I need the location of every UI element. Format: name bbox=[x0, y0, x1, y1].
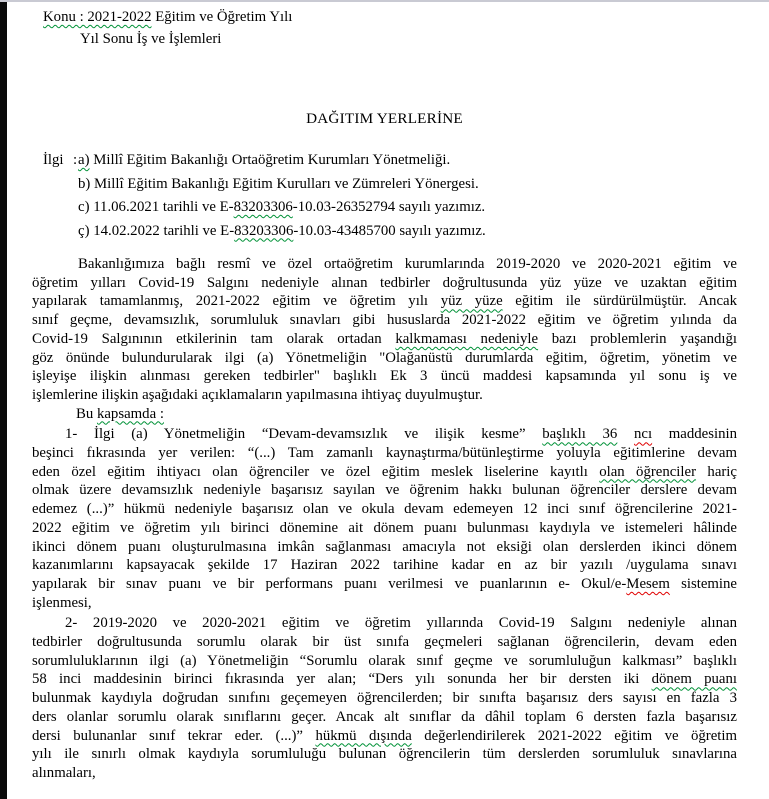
text-segment: sorumluluklarının ilgi (a) Yönetmeliğin “Sorumlu olarak sınıf geçme ve sorumluluğun kalkması” başlıklı bbox=[32, 652, 737, 669]
text-line bbox=[32, 463, 737, 482]
grammar-flagged-text: olan öğrenciler bbox=[599, 463, 697, 480]
spelling-flagged-text: ncı bbox=[634, 426, 653, 443]
text-segment: Covid-19 Salgınının etkilerinin tam olarak ortadan bbox=[32, 330, 396, 347]
text-line bbox=[32, 405, 737, 424]
text-segment: edemez (...)” hükmü nedeniyle başarısız olan ve okula devam edemeyen 12 inci sınıf öğrencilerine 2021- bbox=[32, 501, 737, 518]
text-segment: bazı problemlerin yaşandığı bbox=[538, 330, 737, 347]
text-line bbox=[32, 367, 737, 386]
text-segment: değerlendirilerek 2021-2022 eğitim ve öğretim bbox=[411, 727, 738, 744]
grammar-flagged-text: 83203306 bbox=[233, 199, 293, 215]
text-line bbox=[32, 689, 737, 708]
text-segment bbox=[617, 426, 634, 442]
subject-block bbox=[32, 7, 737, 50]
subject-line-2 bbox=[32, 29, 737, 51]
text-segment: yapılarak bir sınav puanı ve bir performans puanı verilmesi ve puanlarının e- Okul/e- bbox=[32, 575, 627, 592]
text-line bbox=[32, 727, 737, 746]
text-segment: dersi bulunanlar sınıf tekrar eder. (...)” bbox=[32, 727, 316, 744]
ilgi-item bbox=[78, 149, 737, 173]
text-line bbox=[32, 556, 737, 575]
text-segment: ç) 14.02.2022 tarihli ve E- bbox=[78, 222, 235, 239]
text-line bbox=[32, 274, 737, 293]
text-segment: yapılarak tamamlanmış, 2021-2022 eğitim ve öğretim yılı bbox=[32, 293, 441, 310]
text-line bbox=[32, 764, 737, 783]
text-segment: bulunmak kaydıyla doğrudan sınıfını geçemeyen öğrencilerden; bir sınıfta başarısız ders sayısı en fazla 3 bbox=[32, 690, 737, 707]
text-segment: kazanımlarını kapsayacak şekilde 17 Haziran 2022 tarihine kadar en az bir yazılı /uygulama sınavı bbox=[32, 557, 737, 574]
ilgi-item bbox=[78, 173, 737, 197]
text-line bbox=[32, 670, 737, 689]
text-segment: Millî Eğitim Bakanlığı Ortaöğretim Kurumları Yönetmeliği. bbox=[89, 152, 451, 168]
text-line bbox=[32, 614, 737, 633]
text-line bbox=[32, 575, 737, 594]
grammar-flagged-text: kapsamda : bbox=[96, 405, 164, 422]
text-line bbox=[32, 519, 737, 538]
text-segment: -10.03-26352794 sayılı yazımız. bbox=[292, 199, 486, 215]
text-segment: 1- İlgi (a) Yönetmeliğin “Devam-devamsızlık ve ilişik kesme” bbox=[65, 426, 543, 443]
paragraph-bu-kapsamda bbox=[32, 405, 737, 424]
text-segment: hariç bbox=[696, 463, 737, 480]
text-line bbox=[32, 594, 737, 613]
text-segment: alınmaları, bbox=[32, 764, 96, 781]
text-segment: sınıf geçme, devamsızlık, sorumluluk sınavları gibi hususlarda 2021-2022 eğitim ve öğretim yılında da bbox=[32, 312, 737, 329]
text-segment: tedbirler doğrultusunda sorumlu olarak bir üst sınıfa geçmeleri sağlanan öğrencilerin, devam eden bbox=[32, 634, 737, 651]
grammar-flagged-text: 83203306 bbox=[234, 222, 294, 239]
text-line bbox=[32, 745, 737, 764]
ilgi-item bbox=[78, 196, 737, 220]
distribution-title: DAĞITIM YERLERİNE bbox=[306, 110, 463, 127]
grammar-flagged-text: başlıklı 36 bbox=[542, 426, 618, 443]
text-segment: eğitim ile sürdürülmüştür. Ancak bbox=[502, 293, 737, 310]
text-line bbox=[32, 349, 737, 368]
grammar-flagged-text: kalkmaması nedeniyle bbox=[395, 330, 539, 347]
text-segment: ikinci dönem puanı oluşturulmasına imkân sağlanması amacıyla not eksiği olan derslerden ikinci dönem bbox=[32, 538, 737, 555]
ilgi-items bbox=[32, 149, 737, 243]
text-line bbox=[32, 386, 737, 405]
text-line bbox=[32, 652, 737, 671]
text-segment: Yıl Sonu İş ve İşlemleri bbox=[80, 30, 222, 47]
text-line bbox=[32, 500, 737, 519]
paragraph-item-1 bbox=[32, 425, 737, 612]
grammar-flagged-text: a) bbox=[78, 152, 90, 168]
paragraph-intro bbox=[32, 255, 737, 405]
text-segment: öğretim yılları Covid-19 Salgını nedeniyle alınan tedbirler doğrultusunda yüz yüze ve uzaktan eğitim bbox=[32, 274, 737, 291]
text-segment: yılı ile sınırlı olmak kaydıyla sorumluluğu bulunan öğrencilerin tüm derslerden sorumluluk sınavlarına bbox=[32, 746, 737, 763]
text-line bbox=[32, 330, 737, 349]
text-segment: Bakanlığımıza bağlı resmî ve özel ortaöğretim kurumlarında 2019-2020 ve 2020-2021 eğitim ve bbox=[78, 256, 737, 272]
left-edge-bar bbox=[0, 0, 7, 799]
text-segment: 2- 2019-2020 ve 2020-2021 eğitim ve öğretim yıllarında Covid-19 Salgını nedeniyle alınan bbox=[65, 615, 737, 632]
text-segment: Eğitim ve Öğretim Yılı bbox=[151, 9, 293, 25]
text-line bbox=[32, 633, 737, 652]
text-segment: beşinci fıkrasında yer verilen: “(...) Tam zamanlı kaynaştırma/bütünleştirme yoluyla eğitimlerine devam bbox=[32, 445, 737, 462]
grammar-flagged-text: dönem puanı bbox=[651, 671, 737, 688]
text-segment: c) 11.06.2021 tarihli ve E- bbox=[78, 199, 234, 215]
text-segment: b) Millî Eğitim Bakanlığı Eğitim Kurulları ve Zümreleri Yönergesi. bbox=[78, 175, 479, 192]
text-line bbox=[32, 311, 737, 330]
text-line bbox=[32, 481, 737, 500]
grammar-flagged-text: yüz yüze bbox=[440, 293, 503, 310]
text-segment: ders olanlar sorumlu olarak sınıflarını geçer. Ancak alt sınıflar da dâhil toplam 6 dersten fazla başarısız bbox=[32, 708, 737, 725]
text-segment: 2022 eğitim ve öğretim yılı birinci dönemine ait dönem puanı bulunması kaydıyla ve istemeleri hâlinde bbox=[32, 519, 737, 536]
text-line bbox=[32, 425, 737, 444]
text-line bbox=[32, 708, 737, 727]
text-segment: göz önünde bulundurularak ilgi (a) Yönetmeliğin "Olağanüstü durumlarda eğitim, öğretim, yönetim ve bbox=[32, 349, 737, 366]
ilgi-label: İlgi bbox=[43, 152, 64, 168]
text-segment: eden özel eğitim ihtiyacı olan öğrenciler ve özel eğitim meslek liselerine kayıtlı bbox=[32, 463, 600, 480]
spelling-flagged-text: Mesem bbox=[626, 575, 670, 592]
text-segment: sistemine bbox=[669, 575, 737, 592]
text-segment: olmak üzere devamsızlık nedeniyle başarısız sayılan ve öğrenim hakkı bulunan öğrenciler derslere devam bbox=[32, 482, 737, 499]
text-line bbox=[32, 255, 737, 274]
text-line bbox=[32, 292, 737, 311]
text-segment: maddesinin bbox=[652, 426, 737, 443]
document-page bbox=[32, 7, 737, 783]
text-line bbox=[32, 538, 737, 557]
text-line bbox=[32, 444, 737, 463]
grammar-flagged-text: hükmü dışında bbox=[315, 727, 412, 744]
text-segment: 58 inci maddesinin birinci fıkrasında yer alan; “Ders yılı sonunda her bir dersten iki bbox=[32, 671, 652, 688]
references-block bbox=[32, 149, 737, 243]
body-paragraphs bbox=[32, 255, 737, 783]
ilgi-colon: : bbox=[73, 152, 78, 168]
text-segment: işlenmesi, bbox=[32, 594, 92, 611]
ilgi-item bbox=[78, 220, 737, 244]
subject-line-1 bbox=[32, 7, 737, 29]
text-segment: işleyişe ilişkin alınması gereken tedbirler" başlıklı Ek 3 üncü maddesi kapsamında yıl sonu iş ve bbox=[32, 368, 737, 385]
top-edge-line bbox=[0, 0, 769, 2]
grammar-flagged-text: Konu : 2021-2022 bbox=[43, 9, 152, 25]
paragraph-item-2 bbox=[32, 614, 737, 782]
text-segment: -10.03-43485700 sayılı yazımız. bbox=[293, 222, 486, 239]
text-segment: Bu bbox=[76, 405, 97, 422]
text-segment: işlemlerine ilişkin aşağıdaki açıklamaların yapılmasına ihtiyaç duyulmuştur. bbox=[32, 386, 483, 403]
